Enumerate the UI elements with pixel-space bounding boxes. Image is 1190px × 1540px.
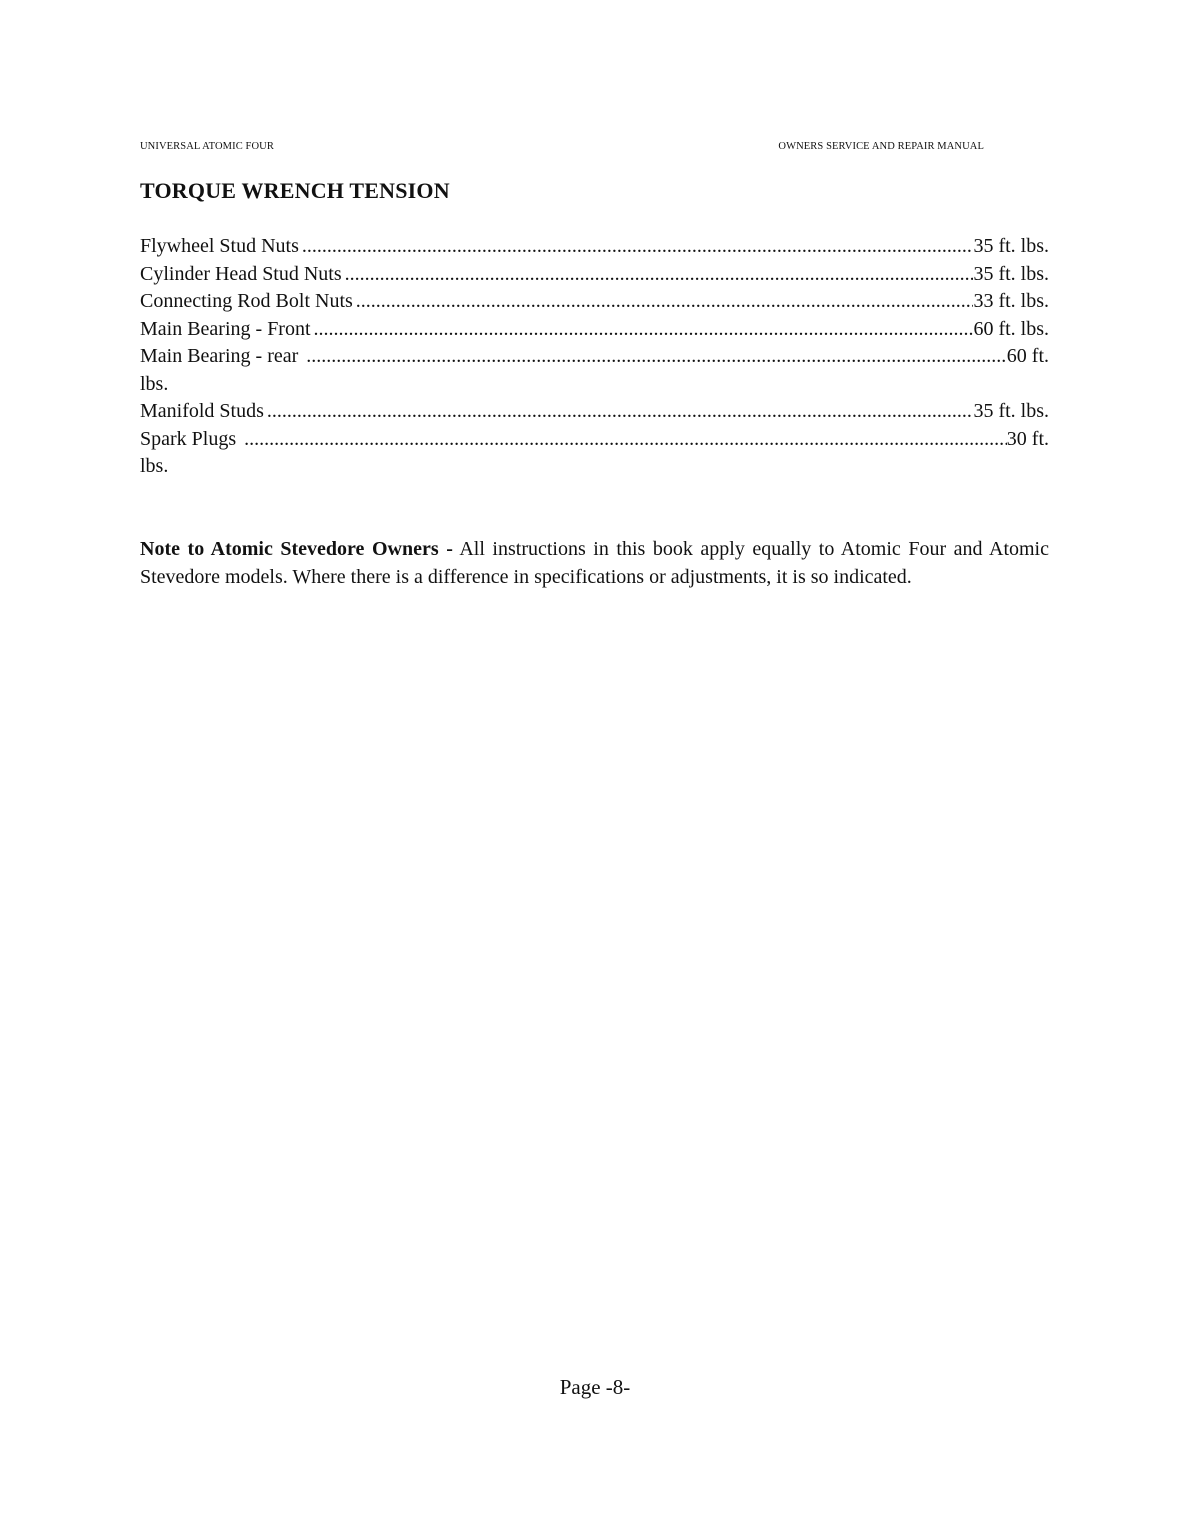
dot-leader [236, 426, 1007, 454]
torque-spec-row [140, 316, 1049, 344]
torque-item: Connecting Rod Bolt Nuts [140, 290, 353, 312]
owners-note [140, 536, 1049, 591]
torque-spec-row [140, 261, 1049, 289]
torque-value: 60 ft. lbs. [973, 317, 1049, 340]
page-number: Page -8- [559, 1375, 631, 1399]
torque-item: Spark Plugs [140, 427, 237, 450]
dot-leader [299, 233, 974, 261]
dot-leader [311, 316, 974, 344]
torque-value: 35 ft. lbs. [973, 262, 1049, 285]
torque-value: 60 ft. [1006, 345, 1049, 367]
dot-leader [298, 343, 1007, 371]
dot-leader [353, 288, 974, 316]
torque-spec-row [140, 288, 1049, 316]
torque-value: 35 ft. lbs. [973, 235, 1049, 257]
running-header [140, 141, 984, 152]
torque-item: Cylinder Head Stud Nuts [140, 262, 342, 285]
dot-leader [264, 398, 974, 426]
torque-spec-row [140, 233, 1049, 261]
torque-spec-row [140, 426, 1049, 481]
torque-item: Main Bearing - Front [140, 317, 311, 340]
torque-value: 30 ft. [1006, 427, 1049, 450]
torque-item: Manifold Studs [140, 400, 264, 422]
torque-value-wrap: lbs. [140, 372, 169, 395]
torque-value: 35 ft. lbs. [973, 400, 1049, 422]
note-label: Note to Atomic Stevedore Owners - [140, 538, 453, 560]
torque-spec-list [140, 233, 1049, 481]
torque-spec-row [140, 343, 1049, 398]
torque-spec-row [140, 398, 1049, 426]
torque-item: Main Bearing - rear [140, 345, 299, 367]
torque-value-wrap: lbs. [140, 455, 169, 477]
dot-leader [342, 261, 974, 289]
section-title: TORQUE WRENCH TENSION [140, 178, 450, 203]
torque-value: 33 ft. lbs. [973, 290, 1049, 312]
note-text: All instructions in this book apply equally to Atomic Four and Atomic Stevedore models. Where there is a difference in specifications or adjustments, it is so indicated. [140, 538, 1049, 588]
header-left: UNIVERSAL ATOMIC FOUR [140, 141, 274, 152]
torque-item: Flywheel Stud Nuts [140, 235, 299, 257]
header-right: OWNERS SERVICE AND REPAIR MANUAL [778, 141, 984, 152]
